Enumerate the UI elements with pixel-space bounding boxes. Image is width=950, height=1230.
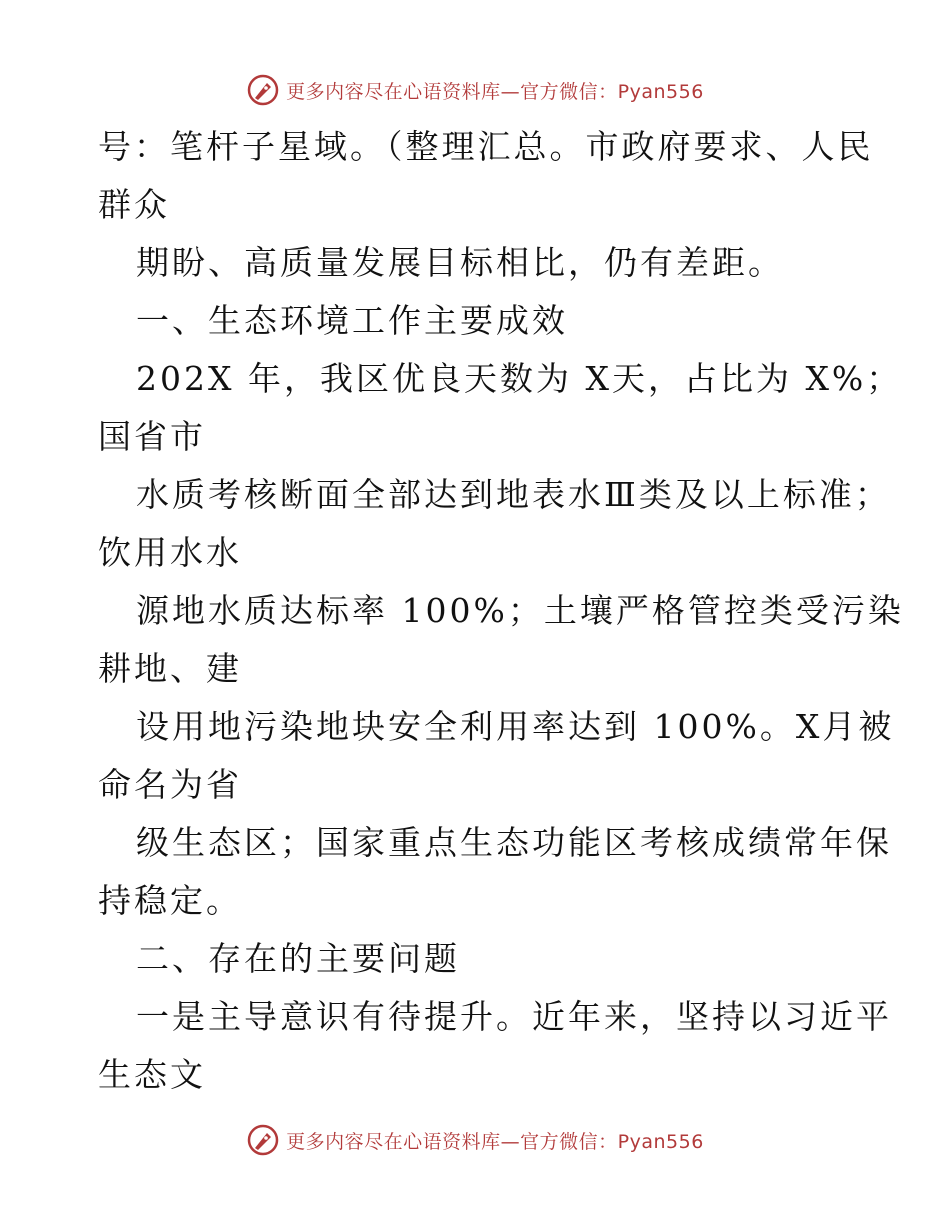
text-line: 水质考核断面全部达到地表水Ⅲ类及以上标准； [136, 475, 891, 514]
text-line: 耕地、建 [98, 649, 242, 688]
text-line: 生态文 [98, 1055, 206, 1094]
document-body [98, 118, 904, 1104]
text-line: 饮用水水 [98, 533, 242, 572]
text-line: 源地水质达标率 100%；土壤严格管控类受污染 [136, 591, 904, 630]
text-line: 期盼、高质量发展目标相比，仍有差距。 [136, 243, 784, 282]
text-line: 国省市 [98, 417, 206, 456]
header-banner [0, 70, 950, 110]
text-line: 一是主导意识有待提升。近年来，坚持以习近平 [136, 997, 892, 1036]
text-line: 群众 [98, 185, 170, 224]
text-line: 设用地污染地块安全利用率达到 100%。X月被 [136, 707, 895, 746]
footer-banner [0, 1120, 950, 1160]
text-line: 持稳定。 [98, 881, 242, 920]
pen-nib-circle-icon [246, 1123, 280, 1157]
text-line: 一、生态环境工作主要成效 [136, 301, 568, 340]
text-line: 202X 年，我区优良天数为 X天，占比为 X%； [136, 359, 903, 398]
footer-banner-text: 更多内容尽在心语资料库—官方微信：Pyan556 [286, 1130, 704, 1153]
text-line: 级生态区；国家重点生态功能区考核成绩常年保 [136, 823, 892, 862]
text-line: 号：笔杆子星域。（整理汇总。市政府要求、人民 [98, 127, 874, 166]
text-line: 命名为省 [98, 765, 242, 804]
pen-nib-circle-icon [246, 73, 280, 107]
text-line: 二、存在的主要问题 [136, 939, 460, 978]
header-banner-text: 更多内容尽在心语资料库—官方微信：Pyan556 [286, 80, 704, 103]
